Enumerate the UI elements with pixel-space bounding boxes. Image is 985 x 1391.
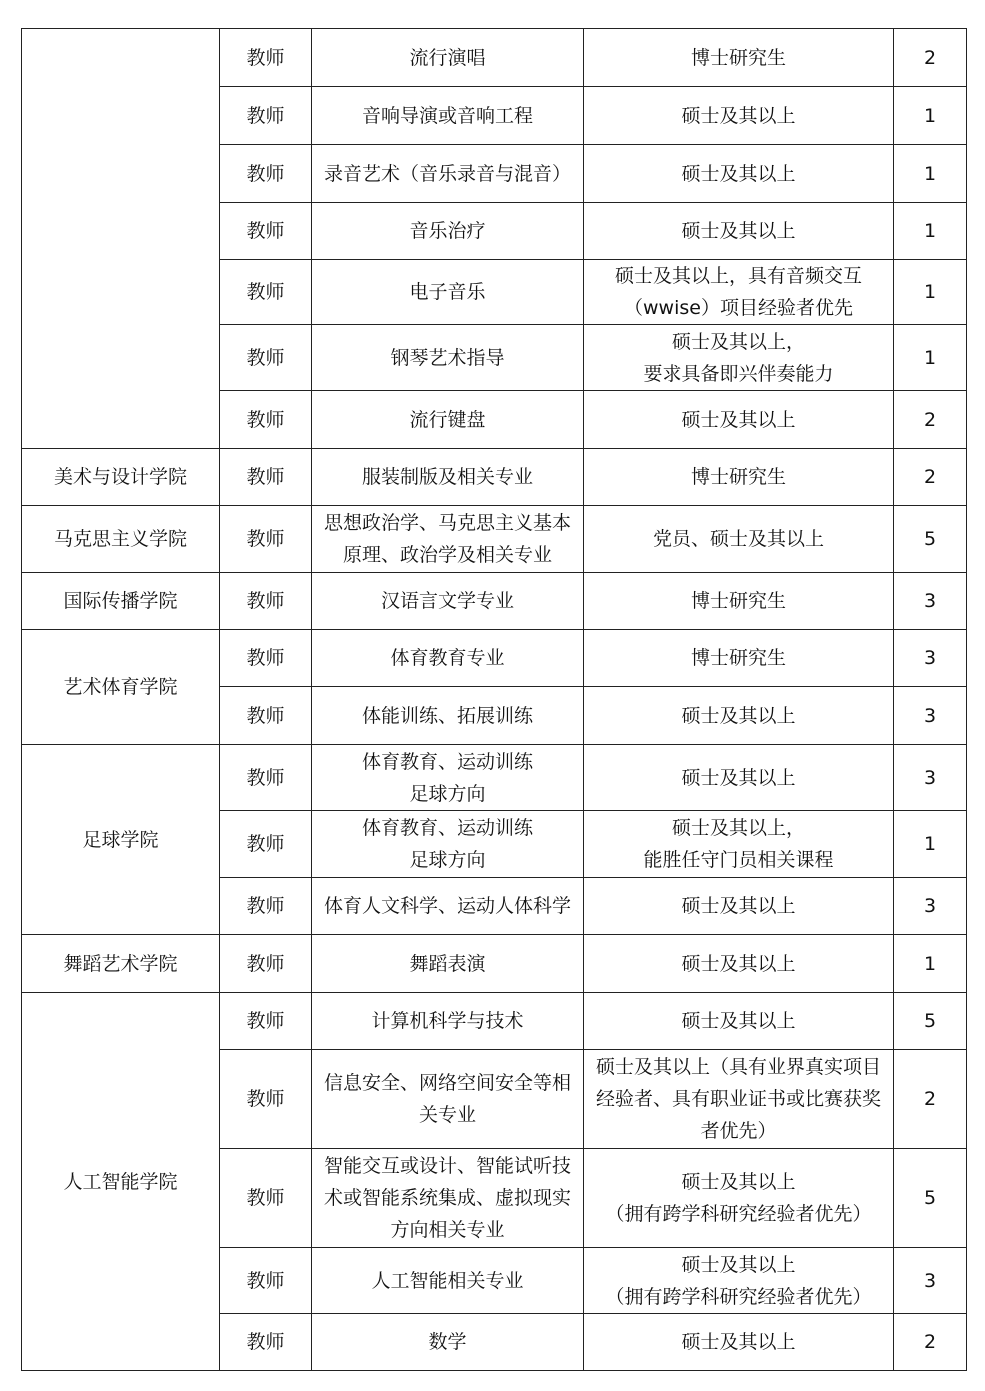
position-cell: 教师 (220, 630, 312, 687)
count-cell: 1 (894, 811, 967, 878)
count-cell: 3 (894, 745, 967, 811)
count-cell: 2 (894, 1314, 967, 1371)
requirement-cell: 硕士及其以上（具有业界真实项目 经验者、具有职业证书或比赛获奖 者优先） (584, 1050, 894, 1149)
requirement-cell: 硕士及其以上 (584, 878, 894, 935)
count-cell: 1 (894, 145, 967, 203)
table-row (22, 29, 967, 87)
table-row (22, 630, 967, 687)
requirement-cell: 硕士及其以上， 要求具备即兴伴奏能力 (584, 325, 894, 391)
position-cell: 教师 (220, 325, 312, 391)
count-cell: 1 (894, 260, 967, 325)
count-cell: 5 (894, 506, 967, 573)
position-cell: 教师 (220, 878, 312, 935)
position-cell: 教师 (220, 449, 312, 506)
position-cell: 教师 (220, 811, 312, 878)
table-body (22, 29, 967, 1371)
requirement-cell: 硕士及其以上 (584, 993, 894, 1050)
recruitment-table (21, 28, 967, 1371)
requirement-cell: 硕士及其以上 (584, 145, 894, 203)
position-cell: 教师 (220, 203, 312, 260)
count-cell: 5 (894, 1149, 967, 1248)
count-cell: 3 (894, 573, 967, 630)
count-cell: 2 (894, 1050, 967, 1149)
position-cell: 教师 (220, 935, 312, 993)
major-cell: 思想政治学、马克思主义基本 原理、政治学及相关专业 (312, 506, 584, 573)
position-cell: 教师 (220, 1149, 312, 1248)
requirement-cell: 硕士及其以上 (584, 745, 894, 811)
count-cell: 1 (894, 203, 967, 260)
position-cell: 教师 (220, 391, 312, 449)
requirement-cell: 硕士及其以上 （拥有跨学科研究经验者优先） (584, 1248, 894, 1314)
requirement-cell: 党员、硕士及其以上 (584, 506, 894, 573)
major-cell: 体育人文科学、运动人体科学 (312, 878, 584, 935)
major-cell: 流行演唱 (312, 29, 584, 87)
college-cell: 足球学院 (22, 745, 220, 935)
position-cell: 教师 (220, 29, 312, 87)
requirement-cell: 博士研究生 (584, 630, 894, 687)
college-cell: 美术与设计学院 (22, 449, 220, 506)
table-row (22, 993, 967, 1050)
count-cell: 3 (894, 630, 967, 687)
major-cell: 体育教育、运动训练 足球方向 (312, 745, 584, 811)
requirement-cell: 博士研究生 (584, 29, 894, 87)
major-cell: 电子音乐 (312, 260, 584, 325)
major-cell: 服装制版及相关专业 (312, 449, 584, 506)
count-cell: 1 (894, 325, 967, 391)
major-cell: 人工智能相关专业 (312, 1248, 584, 1314)
college-cell: 国际传播学院 (22, 573, 220, 630)
requirement-cell: 硕士及其以上 (584, 935, 894, 993)
count-cell: 3 (894, 687, 967, 745)
major-cell: 体能训练、拓展训练 (312, 687, 584, 745)
major-cell: 录音艺术（音乐录音与混音） (312, 145, 584, 203)
table-row (22, 506, 967, 573)
requirement-cell: 硕士及其以上 (584, 203, 894, 260)
count-cell: 2 (894, 391, 967, 449)
position-cell: 教师 (220, 1050, 312, 1149)
count-cell: 1 (894, 935, 967, 993)
position-cell: 教师 (220, 993, 312, 1050)
requirement-cell: 硕士及其以上 (584, 687, 894, 745)
position-cell: 教师 (220, 1314, 312, 1371)
college-cell: 马克思主义学院 (22, 506, 220, 573)
position-cell: 教师 (220, 145, 312, 203)
major-cell: 音乐治疗 (312, 203, 584, 260)
major-cell: 信息安全、网络空间安全等相 关专业 (312, 1050, 584, 1149)
major-cell: 数学 (312, 1314, 584, 1371)
requirement-cell: 硕士及其以上，具有音频交互 （wwise）项目经验者优先 (584, 260, 894, 325)
position-cell: 教师 (220, 687, 312, 745)
count-cell: 5 (894, 993, 967, 1050)
position-cell: 教师 (220, 573, 312, 630)
college-cell: 艺术体育学院 (22, 630, 220, 745)
major-cell: 体育教育专业 (312, 630, 584, 687)
major-cell: 流行键盘 (312, 391, 584, 449)
count-cell: 3 (894, 878, 967, 935)
major-cell: 智能交互或设计、智能试听技 术或智能系统集成、虚拟现实 方向相关专业 (312, 1149, 584, 1248)
requirement-cell: 硕士及其以上， 能胜任守门员相关课程 (584, 811, 894, 878)
major-cell: 舞蹈表演 (312, 935, 584, 993)
count-cell: 2 (894, 29, 967, 87)
table-row (22, 449, 967, 506)
count-cell: 3 (894, 1248, 967, 1314)
position-cell: 教师 (220, 506, 312, 573)
position-cell: 教师 (220, 87, 312, 145)
requirement-cell: 硕士及其以上 （拥有跨学科研究经验者优先） (584, 1149, 894, 1248)
position-cell: 教师 (220, 1248, 312, 1314)
count-cell: 1 (894, 87, 967, 145)
major-cell: 汉语言文学专业 (312, 573, 584, 630)
major-cell: 音响导演或音响工程 (312, 87, 584, 145)
major-cell: 钢琴艺术指导 (312, 325, 584, 391)
college-cell (22, 29, 220, 449)
requirement-cell: 博士研究生 (584, 449, 894, 506)
requirement-cell: 硕士及其以上 (584, 87, 894, 145)
requirement-cell: 博士研究生 (584, 573, 894, 630)
table-row (22, 745, 967, 811)
requirement-cell: 硕士及其以上 (584, 1314, 894, 1371)
position-cell: 教师 (220, 260, 312, 325)
major-cell: 计算机科学与技术 (312, 993, 584, 1050)
table-row (22, 573, 967, 630)
college-cell: 人工智能学院 (22, 993, 220, 1371)
position-cell: 教师 (220, 745, 312, 811)
count-cell: 2 (894, 449, 967, 506)
major-cell: 体育教育、运动训练 足球方向 (312, 811, 584, 878)
college-cell: 舞蹈艺术学院 (22, 935, 220, 993)
table-row (22, 935, 967, 993)
requirement-cell: 硕士及其以上 (584, 391, 894, 449)
